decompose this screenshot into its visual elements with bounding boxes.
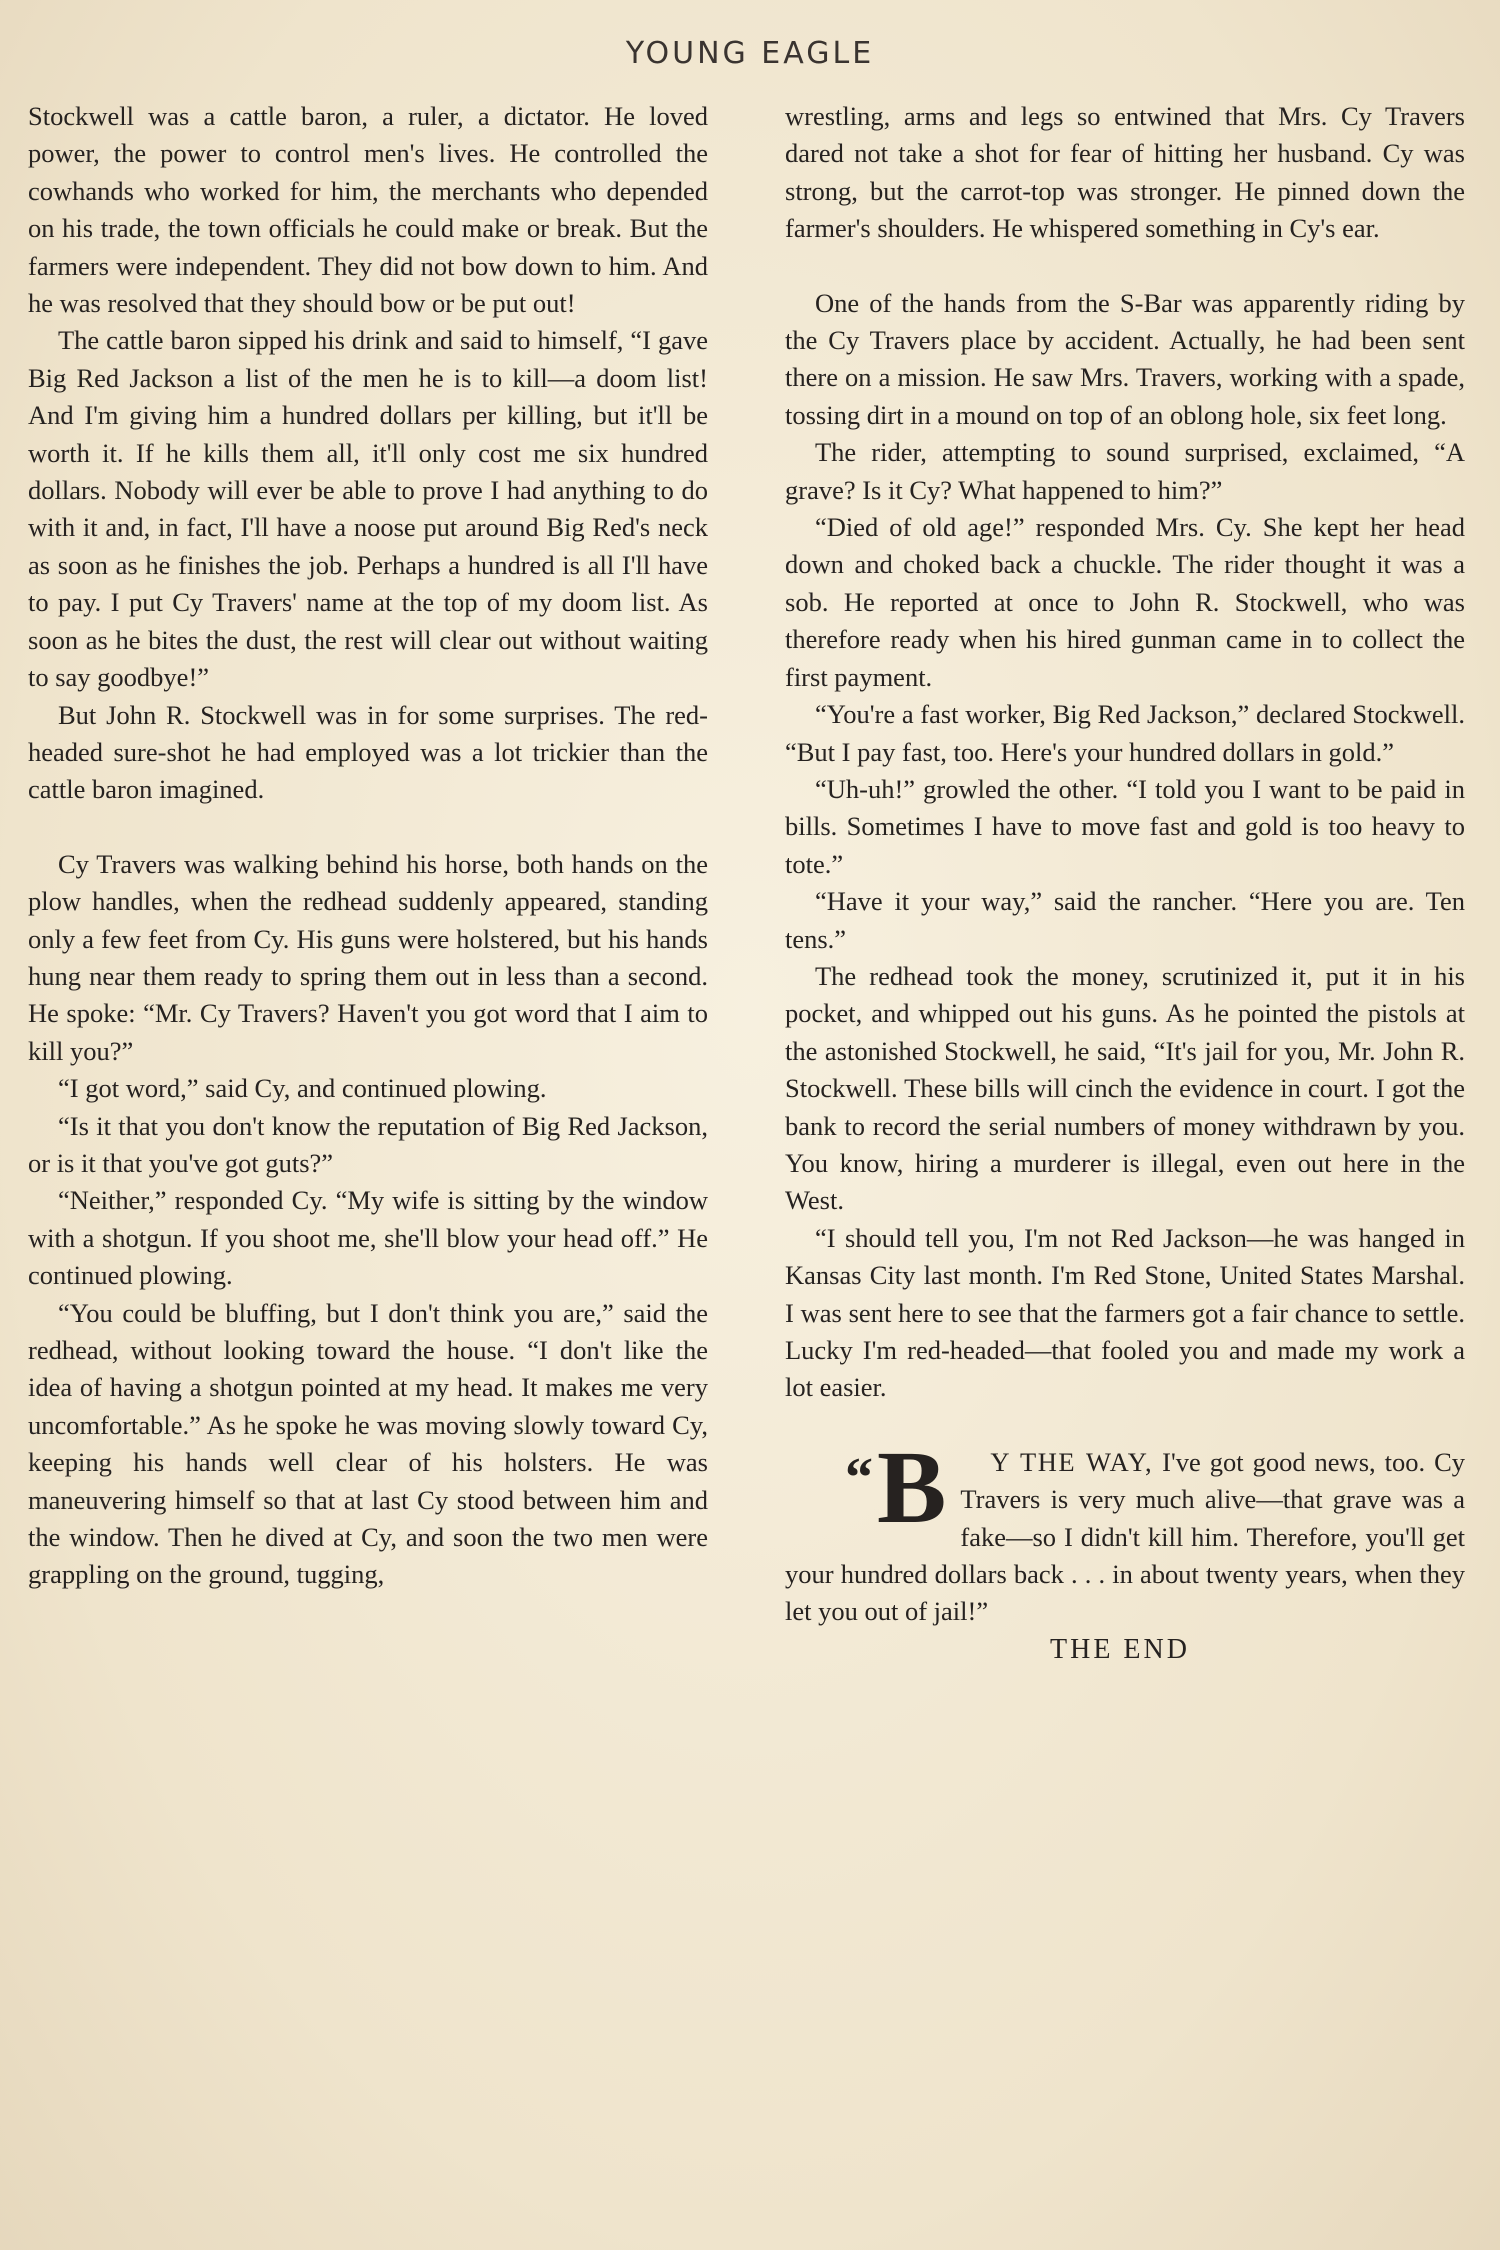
section-break bbox=[785, 248, 1465, 285]
paragraph: “Have it your way,” said the rancher. “Here you are. Ten tens.” bbox=[785, 886, 1465, 954]
paragraph: But John R. Stockwell was in for some surprises. The red-headed sure-shot he had employed was a lot trickier than the cattle baron imagined. bbox=[28, 699, 708, 805]
paragraph: wrestling, arms and legs so entwined that Mrs. Cy Travers dared not take a shot for fear of hitting her husband. Cy was strong, but the carrot-top was stronger. He pinned down the farmer's shoulders. He whispered something in Cy's ear. bbox=[785, 101, 1465, 244]
paragraph: The cattle baron sipped his drink and said to himself, “I gave Big Red Jackson a list of the men he is to kill—a doom list! And I'm giving him a hundred dollars per killing, but it'll be worth it. If he kills them all, it'll only cost me six hundred dollars. Nobody will ever be able to prove I had anything to do with it and, in fact, I'll have a noose put around Big Red's neck as soon as he finishes the job. Perhaps a hundred is all I'll have to pay. I put Cy Travers' name at the top of my doom list. As soon as he bites the dust, the rest will clear out without waiting to say goodbye!” bbox=[28, 325, 708, 693]
paragraph: “You're a fast worker, Big Red Jackson,” declared Stockwell. “But I pay fast, too. Here's your hundred dollars in gold.” bbox=[785, 699, 1465, 767]
paragraph: “Died of old age!” responded Mrs. Cy. She kept her head down and choked back a chuckle. The rider thought it was a sob. He reported at once to John R. Stockwell, who was therefore ready when his hired gunman came in to collect the first payment. bbox=[785, 512, 1465, 692]
right-column bbox=[785, 98, 1465, 1668]
paragraph: “Is it that you don't know the reputation of Big Red Jackson, or is it that you've got guts?” bbox=[28, 1110, 708, 1178]
paragraph: Cy Travers was walking behind his horse, both hands on the plow handles, when the redhead suddenly appeared, standing only a few feet from Cy. His guns were holstered, but his hands hung near them ready to spring them out in less than a second. He spoke: “Mr. Cy Travers? Haven't you got word that I aim to kill you?” bbox=[28, 848, 708, 1066]
opening-quote-mark: “ bbox=[845, 1446, 873, 1509]
paragraph: The rider, attempting to sound surprised, exclaimed, “A grave? Is it Cy? What happened to him?” bbox=[785, 437, 1465, 505]
paragraph: Stockwell was a cattle baron, a ruler, a dictator. He loved power, the power to control men's lives. He controlled the cowhands who worked for him, the merchants who depended on his trade, the town officials he could make or break. But the farmers were independent. They did not bow down to him. And he was resolved that they should bow or be put out! bbox=[28, 101, 708, 319]
paragraph: The redhead took the money, scrutinized it, put it in his pocket, and whipped out his guns. As he pointed the pistols at the astonished Stockwell, he said, “It's jail for you, Mr. John R. Stockwell. These bills will cinch the evidence in court. I got the bank to record the serial numbers of money withdrawn by you. You know, hiring a murderer is illegal, even out here in the West. bbox=[785, 960, 1465, 1216]
section-break bbox=[28, 809, 708, 846]
paragraph: “I should tell you, I'm not Red Jackson—he was hanged in Kansas City last month. I'm Red Stone, United States Marshal. I was sent here to see that the farmers got a fair chance to settle. Lucky I'm red-headed—that fooled you and made my work a lot easier. bbox=[785, 1222, 1465, 1403]
the-end: THE END bbox=[1050, 1633, 1190, 1665]
paragraph: “I got word,” said Cy, and continued plowing. bbox=[58, 1073, 547, 1104]
closing-paragraph bbox=[785, 1429, 1465, 1631]
closing-text: I've got good news, too. Cy Travers is very much alive—that grave was a fake—so I didn't kill him. Therefore, you'll get your hundred dollars back . . . in about twenty years, when they let you out of jail!” bbox=[785, 1446, 1465, 1627]
caps-lead: Y THE WAY, bbox=[990, 1446, 1154, 1477]
page-header: YOUNG EAGLE bbox=[625, 36, 875, 71]
drop-cap bbox=[785, 1429, 947, 1545]
drop-cap-letter: B bbox=[877, 1429, 947, 1545]
left-column bbox=[28, 98, 708, 1594]
paragraph: “You could be bluffing, but I don't think you are,” said the redhead, without looking toward the house. “I don't like the idea of having a shotgun pointed at my head. It makes me very uncomfortable.” As he spoke he was moving slowly toward Cy, keeping his hands well clear of his holsters. He was maneuvering himself so that at last Cy stood between him and the window. Then he dived at Cy, and soon the two men were grappling on the ground, tugging, bbox=[28, 1297, 708, 1590]
paragraph: One of the hands from the S-Bar was apparently riding by the Cy Travers place by accident. Actually, he had been sent there on a mission. He saw Mrs. Travers, working with a spade, tossing dirt in a mound on top of an oblong hole, six feet long. bbox=[785, 287, 1465, 430]
paragraph: “Uh-uh!” growled the other. “I told you I want to be paid in bills. Sometimes I have to move fast and gold is too heavy to tote.” bbox=[785, 773, 1465, 879]
paragraph: “Neither,” responded Cy. “My wife is sitting by the window with a shotgun. If you shoot me, she'll blow your head off.” He continued plowing. bbox=[28, 1185, 708, 1291]
